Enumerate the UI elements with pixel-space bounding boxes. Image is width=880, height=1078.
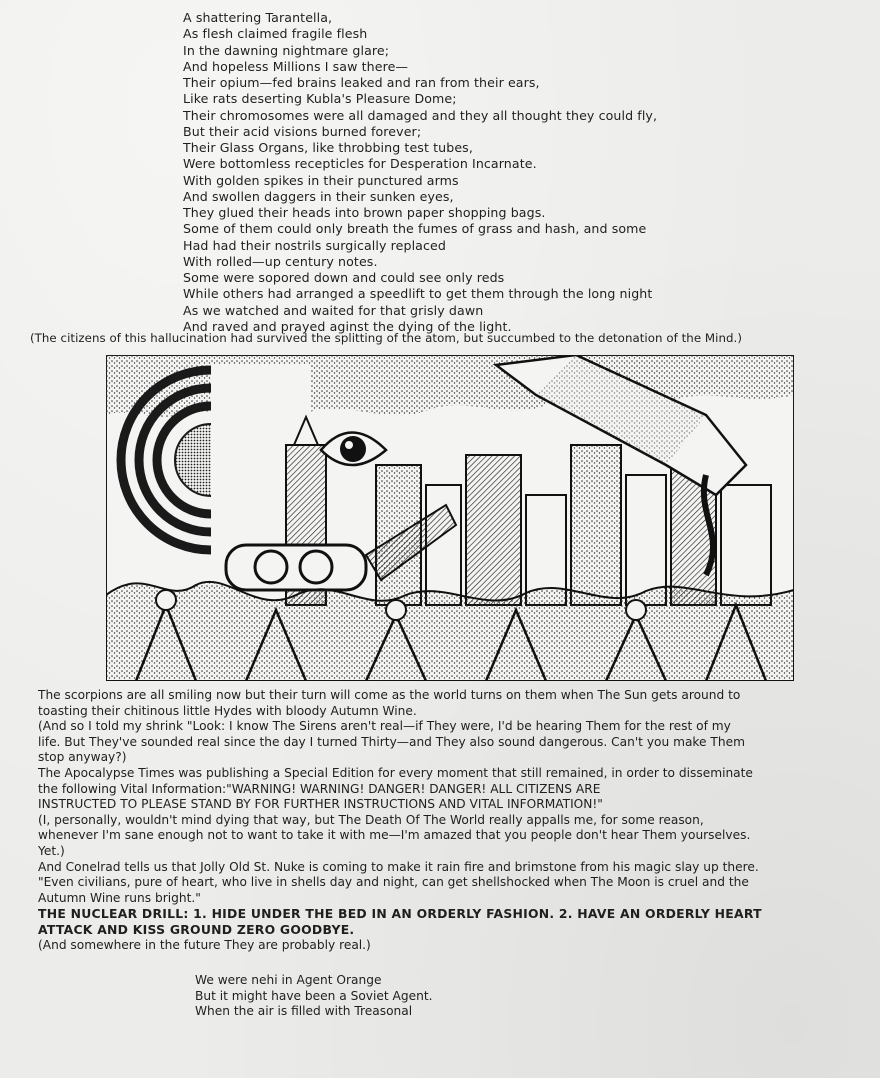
prose-line: (And so I told my shrink "Look: I know The Sirens aren't real—if They were, I'd be hearing Them for the rest of my: [38, 719, 731, 734]
poem-line: With golden spikes in their punctured arms: [183, 172, 459, 188]
poem-line: They glued their heads into brown paper shopping bags.: [183, 205, 546, 220]
prose-line: ATTACK AND KISS GROUND ZERO GOODBYE.: [38, 921, 355, 937]
prose-line: Autumn Wine runs bright.": [38, 890, 201, 905]
prose-line: "Even civilians, pure of heart, who live in shells day and night, can get shellshocked when The Moon is cruel and the: [38, 875, 749, 890]
prose-body: [38, 688, 858, 953]
poem-line: We were nehi in Agent Orange: [195, 973, 382, 987]
prose-line: INSTRUCTED TO PLEASE STAND BY FOR FURTHER INSTRUCTIONS AND VITAL INFORMATION!": [38, 797, 603, 812]
prose-line: And Conelrad tells us that Jolly Old St. Nuke is coming to make it rain fire and brimstone from his magic slay up there.: [38, 859, 759, 874]
prose-line: stop anyway?): [38, 750, 127, 765]
prose-line: life. But They've sounded real since the day I turned Thirty—and They also sound dangerous. Can't you make Them: [38, 734, 745, 749]
poem-line: When the air is filled with Treasonal: [195, 1004, 413, 1019]
poem-line: Like rats deserting Kubla's Pleasure Dome;: [183, 91, 457, 107]
prose-line: The Apocalypse Times was publishing a Special Edition for every moment that still remained, in order to disseminate: [38, 765, 753, 780]
poem-bottom: [195, 973, 433, 1020]
poem-line: As we watched and waited for that grisly dawn: [183, 302, 484, 318]
poem-line: Their opium—fed brains leaked and ran from their ears,: [183, 75, 540, 90]
poem-line: With rolled—up century notes.: [183, 253, 378, 269]
poem-top: [183, 10, 823, 335]
illustration-caption: (The citizens of this hallucination had survived the splitting of the atom, but succumbed to the detonation of the Mind.): [30, 331, 743, 345]
prose-line: The scorpions are all smiling now but their turn will come as the world turns on them when The Sun gets around to: [38, 688, 741, 702]
apocalypse-illustration: [106, 355, 794, 681]
poem-line: Had had their nostrils surgically replaced: [183, 237, 446, 253]
poem-line: As flesh claimed fragile flesh: [183, 26, 368, 42]
poem-line: And raved and prayed aginst the dying of the light.: [183, 318, 512, 334]
prose-line: (And somewhere in the future They are probably real.): [38, 937, 371, 952]
poem-line: Their chromosomes were all damaged and they all thought they could fly,: [183, 107, 658, 123]
prose-line: whenever I'm sane enough not to want to take it with me—I'm amazed that you people don't hear Them yourselves.: [38, 828, 751, 843]
poem-line: Some were sopored down and could see only reds: [183, 270, 505, 285]
poem-line: While others had arranged a speedlift to get them through the long night: [183, 286, 653, 302]
poem-line: Were bottomless recepticles for Desperation Incarnate.: [183, 156, 537, 172]
poem-line: In the dawning nightmare glare;: [183, 42, 390, 58]
prose-line: THE NUCLEAR DRILL: 1. HIDE UNDER THE BED IN AN ORDERLY FASHION. 2. HAVE AN ORDERLY HEART: [38, 906, 762, 922]
prose-line: Yet.): [38, 843, 65, 858]
poem-line: And swollen daggers in their sunken eyes,: [183, 188, 454, 204]
poem-line: But their acid visions burned forever;: [183, 123, 422, 139]
poem-line: And hopeless Millions I saw there—: [183, 58, 409, 74]
poem-line: But it might have been a Soviet Agent.: [195, 988, 433, 1003]
prose-line: toasting their chitinous little Hydes with bloody Autumn Wine.: [38, 703, 417, 718]
poem-line: Some of them could only breath the fumes of grass and hash, and some: [183, 221, 647, 237]
prose-line: (I, personally, wouldn't mind dying that way, but The Death Of The World really appalls me, for some reason,: [38, 812, 704, 827]
poem-line: A shattering Tarantella,: [183, 10, 333, 25]
poem-line: Their Glass Organs, like throbbing test tubes,: [183, 140, 473, 155]
prose-line: the following Vital Information:"WARNING! WARNING! DANGER! DANGER! ALL CITIZENS ARE: [38, 781, 601, 796]
